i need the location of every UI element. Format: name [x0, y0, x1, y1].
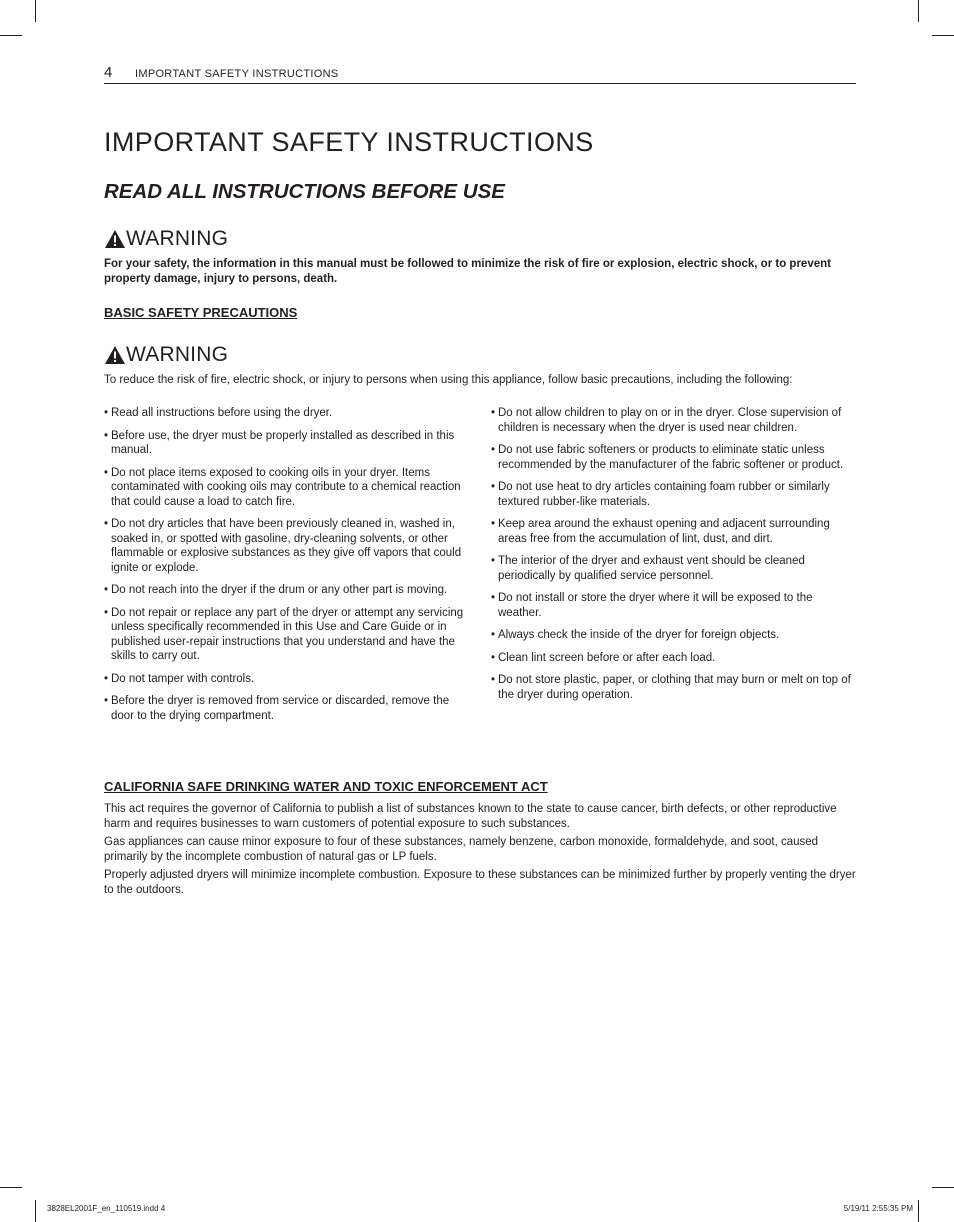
bullet: • [491, 518, 496, 530]
footer-timestamp: 5/19/11 2:55:35 PM [843, 1204, 913, 1213]
crop-mark [0, 35, 22, 36]
crop-mark [932, 1187, 954, 1188]
list-item-text: Do not tamper with controls. [111, 672, 255, 685]
list-item-text: Before use, the dryer must be properly installed as described in this manual. [111, 429, 455, 456]
list-item-text: Do not place items exposed to cooking oils in your dryer. Items contaminated with cooking oils may contribute to a chemical reaction that could cause a load to catch fire. [111, 466, 461, 508]
bullet: • [104, 518, 109, 530]
list-item [491, 443, 859, 472]
page-title: IMPORTANT SAFETY INSTRUCTIONS [104, 127, 594, 157]
warning-label: WARNING [126, 343, 229, 366]
running-header [104, 64, 856, 84]
list-item [104, 517, 474, 575]
list-item-text: Do not dry articles that have been previously cleaned in, washed in, soaked in, or spotted with gasoline, dry-cleaning solvents, or other flammable or explosive substances as they give off vapors that could ignite or explode. [111, 518, 462, 574]
page-number: 4 [104, 64, 113, 81]
warning-label: WARNING [126, 227, 229, 250]
list-item-text: Do not repair or replace any part of the dryer or attempt any servicing unless specifically recommended in this Use and Care Guide or in published user-repair instructions that you understand and have the skills to carry out. [111, 606, 464, 662]
list-item-text: Do not reach into the dryer if the drum or any other part is moving. [111, 584, 448, 596]
bullet: • [491, 674, 496, 686]
list-item-text: Do not allow children to play on or in the dryer. Close supervision of children is necessary when the dryer is used near children. [498, 407, 842, 434]
bullet: • [491, 407, 496, 419]
section-heading-california: CALIFORNIA SAFE DRINKING WATER AND TOXIC ENFORCEMENT ACT [104, 779, 548, 794]
bullet: • [491, 629, 496, 641]
list-item [104, 429, 474, 458]
footer-filename: 3828EL2001F_en_110519.indd 4 [47, 1204, 166, 1213]
warning-text: For your safety, the information in this manual must be followed to minimize the risk of fire or explosion, electric shock, or to prevent property damage, injury to persons, death. [104, 258, 831, 285]
list-item [491, 651, 859, 666]
precautions-list-right [491, 406, 859, 710]
bullet: • [104, 606, 109, 619]
bullet: • [491, 651, 496, 664]
list-item [491, 554, 859, 583]
crop-mark [932, 35, 954, 36]
bullet: • [491, 592, 496, 604]
warning-triangle-icon [104, 229, 126, 249]
bullet: • [104, 584, 109, 596]
list-item-text: Do not use heat to dry articles containing foam rubber or similarly textured rubber-like materials. [498, 481, 830, 508]
list-item [491, 628, 859, 643]
warning-heading-1 [104, 227, 228, 251]
bullet: • [104, 429, 109, 442]
bullet: • [104, 466, 109, 479]
bullet: • [491, 481, 496, 493]
california-paragraph: This act requires the governor of California to publish a list of substances known to the state to cause cancer, birth defects, or other reproductive harm and requires businesses to warn customers of potential exposure to such substances. [104, 803, 837, 830]
list-item-text: Always check the inside of the dryer for foreign objects. [498, 629, 780, 641]
crop-mark [0, 1187, 22, 1188]
list-item [491, 480, 859, 509]
list-item-text: Do not install or store the dryer where it will be exposed to the weather. [498, 592, 813, 619]
list-item-text: Do not use fabric softeners or products to eliminate static unless recommended by the manufacturer of the fabric softener or product. [498, 444, 844, 471]
bullet: • [104, 672, 109, 685]
list-item-text: Clean lint screen before or after each load. [498, 651, 716, 664]
list-item [491, 673, 859, 702]
california-paragraph: Gas appliances can cause minor exposure to four of these substances, namely benzene, carbon monoxide, formaldehyde, and soot, caused primarily by the incomplete combustion of natural gas or LP fuels. [104, 836, 819, 863]
bullet: • [491, 555, 496, 567]
list-item [104, 583, 474, 598]
list-item-text: Before the dryer is removed from service or discarded, remove the door to the drying compartment. [111, 695, 450, 722]
list-item [104, 466, 474, 510]
list-item [104, 694, 474, 723]
crop-mark [918, 0, 919, 22]
warning-heading-2 [104, 343, 228, 367]
precautions-intro: To reduce the risk of fire, electric shock, or injury to persons when using this appliance, follow basic precautions, including the following: [104, 374, 793, 386]
list-item-text: Do not store plastic, paper, or clothing that may burn or melt on top of the dryer during operation. [498, 674, 851, 701]
list-item [104, 606, 474, 664]
crop-mark [918, 1200, 919, 1222]
crop-mark [35, 0, 36, 22]
precautions-list-left [104, 406, 474, 731]
list-item [491, 591, 859, 620]
crop-mark [35, 1200, 36, 1222]
bullet: • [104, 407, 109, 419]
list-item [491, 406, 859, 435]
list-item [104, 672, 474, 687]
list-item-text: The interior of the dryer and exhaust vent should be cleaned periodically by qualified service personnel. [498, 555, 805, 582]
bullet: • [104, 695, 109, 707]
section-heading-basic-safety: BASIC SAFETY PRECAUTIONS [104, 305, 298, 320]
warning-triangle-icon [104, 345, 126, 365]
running-header-title: IMPORTANT SAFETY INSTRUCTIONS [135, 68, 339, 80]
list-item-text: Keep area around the exhaust opening and adjacent surrounding areas free from the accumulation of lint, dust, and dirt. [498, 518, 830, 545]
bullet: • [491, 444, 496, 456]
page-subtitle: READ ALL INSTRUCTIONS BEFORE USE [104, 180, 505, 203]
list-item [104, 406, 474, 421]
list-item-text: Read all instructions before using the dryer. [111, 407, 333, 419]
list-item [491, 517, 859, 546]
california-paragraph: Properly adjusted dryers will minimize incomplete combustion. Exposure to these substances can be minimized further by properly venting the dryer to the outdoors. [104, 869, 856, 896]
